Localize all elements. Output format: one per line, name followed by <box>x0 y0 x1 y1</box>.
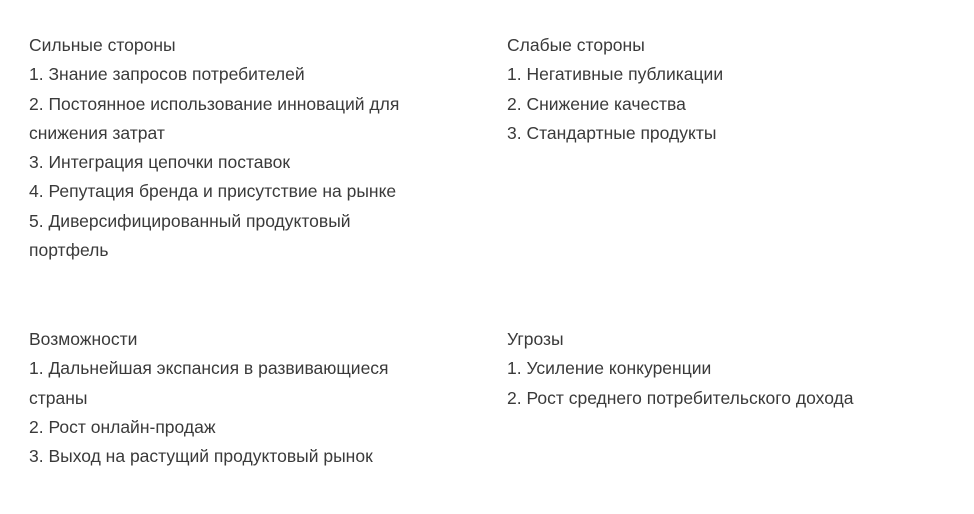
opportunities-section <box>29 325 469 471</box>
weaknesses-section <box>507 31 947 148</box>
list-item: 3. Интеграция цепочки поставок <box>29 152 291 173</box>
list-item: 1. Усиление конкуренции <box>507 358 712 379</box>
list-item: 2. Снижение качества <box>507 93 686 114</box>
list-item: 2. Рост онлайн-продаж <box>29 416 216 437</box>
list-item: 3. Стандартные продукты <box>507 122 717 143</box>
threats-heading: Угрозы <box>507 329 564 349</box>
list-item: 5. Диверсифицированный продуктовый портфель <box>29 210 351 261</box>
weaknesses-list <box>507 60 947 148</box>
list-item: 1. Знание запросов потребителей <box>29 64 305 85</box>
opportunities-heading: Возможности <box>29 329 138 349</box>
list-item: 1. Негативные публикации <box>507 64 724 85</box>
strengths-section <box>29 31 469 265</box>
list-item: 2. Рост среднего потребительского дохода <box>507 387 854 408</box>
list-item: 3. Выход на растущий продуктовый рынок <box>29 446 373 467</box>
weaknesses-heading: Слабые стороны <box>507 35 645 55</box>
threats-section <box>507 325 957 413</box>
threats-list <box>507 354 957 413</box>
strengths-heading: Сильные стороны <box>29 35 176 55</box>
opportunities-list <box>29 354 469 471</box>
strengths-list <box>29 60 469 265</box>
list-item: 4. Репутация бренда и присутствие на рынке <box>29 181 397 202</box>
list-item: 2. Постоянное использование инноваций для снижения затрат <box>29 93 400 143</box>
list-item: 1. Дальнейшая экспансия в развивающиеся страны <box>29 358 389 408</box>
